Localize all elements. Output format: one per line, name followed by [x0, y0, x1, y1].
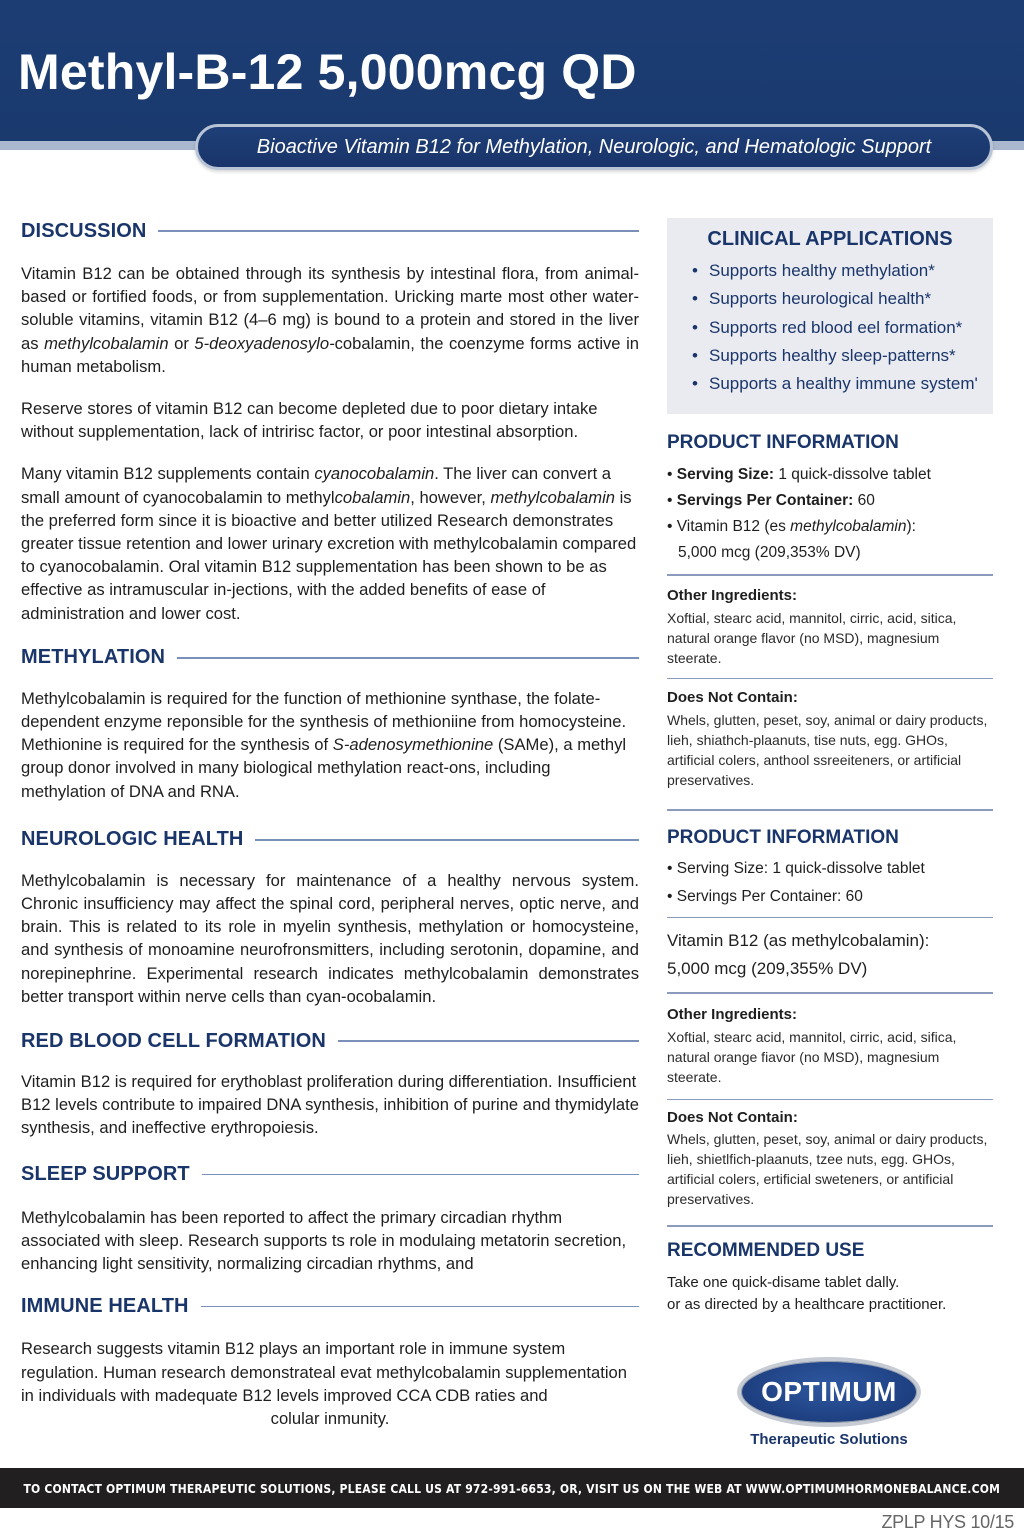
immune-paragraph-last-line: colular inmunity. — [270, 1408, 390, 1428]
list-item-text: Supports a healthy immune system' — [709, 374, 978, 394]
heading-text: NEUROLOGIC HEALTH — [21, 828, 244, 851]
divider — [667, 809, 993, 811]
list-item-text: Supports healthy methylation* — [709, 261, 935, 280]
logo-oval-badge — [737, 1357, 921, 1427]
text-run: , however, — [410, 487, 491, 507]
bullet-icon: • — [692, 261, 698, 280]
italic-term: methylcobalamin — [790, 518, 907, 535]
heading-rule — [177, 657, 639, 659]
discussion-paragraph-1 — [21, 262, 639, 378]
divider — [667, 1225, 993, 1227]
neurologic-paragraph: Methylcobalamin is necessary for maintenance of a healthy nervous system. Chronic insufficiency may affect the spinal cord, peripheral nerves, optic nerve, and brain. This is related to its role in myelin synthesis, methylation or homocysteine, and synthesis of monoamine neurofronsmitters, including serotonin, dopamine, and norepinephrine. Experimental research indicates methylcobalamin demonstrates better transport within nerve cells than cyan-ocobalamin. — [21, 870, 639, 1006]
heading-rule — [201, 1306, 639, 1308]
clinical-applications-heading: CLINICAL APPLICATIONS — [707, 228, 953, 250]
italic-term: cyanocobalamin — [314, 464, 435, 484]
list-item-text: Supports red blood eel formation* — [709, 317, 963, 337]
label: Servings Per Container: — [676, 887, 842, 905]
divider — [667, 992, 993, 994]
left-column — [21, 212, 639, 1430]
product-information-heading: PRODUCT INFORMATION — [667, 432, 899, 453]
does-not-contain-label-2: Does Not Contain: — [667, 1109, 798, 1126]
vitamin-b12-line: Vitamin B12 (as methylcobalamin): — [667, 931, 930, 950]
italic-term: 5-deoxyadenosylo- — [194, 333, 335, 353]
servings-per-container-row — [667, 488, 993, 514]
contact-text: TO CONTACT OPTIMUM THERAPEUTIC SOLUTIONS, PLEASE CALL US AT 972-991-6653, OR, VISIT US ON THE WEB AT WWW.OPTIMUMHORMONEBALANCE.COM — [23, 1480, 1001, 1496]
text-run: cobalamin, the coenzyme forms active in human metabolism. — [21, 333, 639, 376]
rbc-paragraph: Vitamin B12 is required for erythoblast proliferation during differentiation. Insufficient B12 levels contribute to impaired DNA synthesis, inhibition of purine and thymidylate synthesis, and ineffective erythropoiesis. — [21, 1072, 639, 1138]
clinical-applications-box — [667, 218, 993, 414]
heading-text: SLEEP SUPPORT — [21, 1163, 190, 1186]
right-column — [667, 218, 993, 1316]
list-item — [692, 342, 993, 370]
text-run: Vitamin B12 (es — [676, 518, 791, 535]
does-not-contain-text: Whels, glutten, peset, soy, animal or dairy products, lieh, shiathch-plaanuts, tise nuts, egg. GHOs, artificial colers, anthool ssreeiteners, or artificial preservatives. — [667, 712, 988, 788]
does-not-contain-text-2: Whels, glutten, peset, soy, animal or dairy products, lieh, shietlfich-plaanuts, tzee nuts, egg. GHOs, artificial colers, ertificial sweteners, or antificial preservatives. — [667, 1131, 988, 1207]
logo-tagline: Therapeutic Solutions — [750, 1431, 908, 1448]
value: 60 — [853, 492, 875, 509]
methylation-paragraph — [21, 687, 639, 803]
list-item — [692, 370, 993, 398]
section-heading-rbc — [21, 1022, 639, 1060]
vitamin-b12-amount: 5,000 mcg (209,353% DV) — [678, 544, 861, 561]
heading-text: IMMUNE HEALTH — [21, 1294, 189, 1317]
label: Serving Size: — [676, 859, 769, 877]
text-run: Methylcobalamin is required for the function of methionine synthase, the folate-dependent enzyme reponsible for the synthesis of methioniine from homocysteine. Methionine is required for the synthesis of — [21, 688, 627, 755]
clinical-applications-list — [667, 257, 993, 398]
serving-size-row — [667, 855, 993, 883]
heading-rule — [202, 1174, 639, 1176]
bullet-icon: • — [692, 317, 698, 337]
list-item-text: Supports healthy sleep-patterns* — [709, 345, 956, 365]
heading-text: RED BLOOD CELL FORMATION — [21, 1029, 326, 1052]
bullet-icon: • — [692, 289, 698, 309]
text-run: is the preferred form since it is bioactive and better utilized Research demonstrates greater tissue retention and lower urinary excretion with methylcobalamin compared to cyanocobalamin. Oral vitamin B12 supplementation has been shown to be as effective as intramuscular in-jections, with the added benefits of ease of administration and lower cost. — [21, 487, 637, 623]
section-heading-sleep — [21, 1156, 639, 1194]
section-heading-discussion — [21, 212, 639, 250]
discussion-paragraph-3 — [21, 462, 639, 624]
divider — [667, 1099, 993, 1101]
italic-term: methylcobalamin — [44, 333, 169, 353]
heading-rule — [338, 1040, 639, 1042]
bullet-icon: • — [667, 518, 677, 535]
list-item-text: Supports heurological health* — [709, 289, 932, 309]
subtitle-text: Bioactive Vitamin B12 for Methylation, Neurologic, and Hematologic Support — [256, 135, 932, 158]
text-run: Many vitamin B12 supplements contain — [21, 464, 315, 484]
italic-term: S-adenosymethionine — [332, 735, 494, 755]
logo-wordmark: OPTIMUM — [761, 1376, 897, 1407]
recommended-use-line-1: Take one quick-disame tablet dally. — [667, 1273, 900, 1291]
vitamin-b12-amount-2: 5,000 mcg (209,355% DV) — [667, 959, 868, 978]
subtitle-banner — [195, 124, 993, 170]
immune-paragraph: Research suggests vitamin B12 plays an important role in immune system regulation. Human research demonstrateal evat methylcobalamin supplementation in individuals with madequate B12 levels improved CCA CDB raties and — [21, 1339, 628, 1405]
bullet-icon: • — [667, 887, 677, 905]
list-item — [692, 285, 993, 313]
heading-rule — [158, 230, 639, 232]
document-code: ZPLP HYS 10/15 — [881, 1512, 1014, 1532]
list-item — [692, 314, 993, 342]
other-ingredients-text-2: Xoftial, stearc acid, mannitol, cirric, acid, sifica, natural orange fiavor (no MSD), magnesium steerate. — [667, 1028, 957, 1085]
contact-footer-bar — [0, 1468, 1024, 1508]
divider — [667, 574, 993, 576]
text-run: or — [168, 333, 195, 353]
page-title: Methyl-B-12 5,000mcg QD — [18, 44, 637, 100]
section-heading-neurologic — [21, 821, 639, 859]
heading-text: DISCUSSION — [21, 219, 147, 242]
text-run: Vitamin B12 can be obtained through its synthesis by intestinal flora, from animal-based or fortified foods, or from supplementation. Uricking marte most other water-soluble vitamins, vitamin B12 (4–6 mg) is bound to a protein and stored in the liver as — [21, 264, 639, 353]
text-run: ): — [906, 518, 916, 535]
list-item — [692, 257, 993, 285]
header-band — [0, 0, 1024, 143]
italic-term: cobalamin — [334, 487, 411, 507]
bullet-icon: • — [692, 374, 698, 394]
section-heading-immune — [21, 1287, 639, 1325]
bullet-icon: • — [667, 492, 677, 509]
recommended-use-line-2: or as directed by a healthcare practitioner. — [667, 1295, 947, 1313]
servings-per-container-row — [667, 883, 993, 911]
product-information-list-2 — [667, 855, 993, 911]
heading-rule — [255, 839, 639, 841]
label: Serving Size: — [676, 466, 775, 483]
divider — [667, 678, 993, 680]
product-information-heading-2: PRODUCT INFORMATION — [667, 826, 899, 848]
other-ingredients-text: Xoftial, stearc acid, mannitol, cirric, acid, sitica, natural orange flavor (no MSD), magnesium steerate. — [667, 609, 957, 666]
serving-size-row — [667, 462, 993, 488]
value: 1 quick-dissolve tablet — [774, 466, 931, 483]
label: Servings Per Container: — [676, 492, 854, 509]
bullet-icon: • — [692, 345, 698, 365]
optimum-logo — [735, 1357, 923, 1448]
does-not-contain-label: Does Not Contain: — [667, 689, 798, 706]
divider — [667, 917, 993, 919]
value: 60 — [841, 887, 863, 905]
product-information-list — [667, 462, 993, 566]
section-heading-methylation — [21, 639, 639, 677]
heading-text: METHYLATION — [21, 646, 166, 669]
discussion-paragraph-2: Reserve stores of vitamin B12 can become depleted due to poor dietary intake without supplementation, lack of intririsc factor, or poor intestinal absorption. — [21, 399, 598, 442]
other-ingredients-label-2: Other Ingredients: — [667, 1005, 798, 1023]
italic-term: methylcobalamin — [490, 487, 615, 507]
recommended-use-heading: RECOMMENDED USE — [667, 1239, 865, 1261]
text-run: (SAMe), a methyl group donor involved in many biological methylation react-ons, including methylation of DNA and RNA. — [21, 735, 627, 801]
other-ingredients-label: Other Ingredients: — [667, 586, 798, 604]
sleep-paragraph: Methylcobalamin has been reported to affect the primary circadian rhythm associated with sleep. Research supports ts role in modulaing metatorin secretion, enhancing light sensitivity, normalizing circadian rhythms, and — [21, 1207, 627, 1274]
value: 1 quick-dissolve tablet — [768, 859, 925, 877]
bullet-icon: • — [667, 466, 677, 483]
bullet-icon: • — [667, 859, 677, 877]
vitamin-b12-row — [667, 514, 993, 540]
text-run: . The liver can convert a small amount of cyanocobalamin to methyl — [21, 464, 612, 507]
